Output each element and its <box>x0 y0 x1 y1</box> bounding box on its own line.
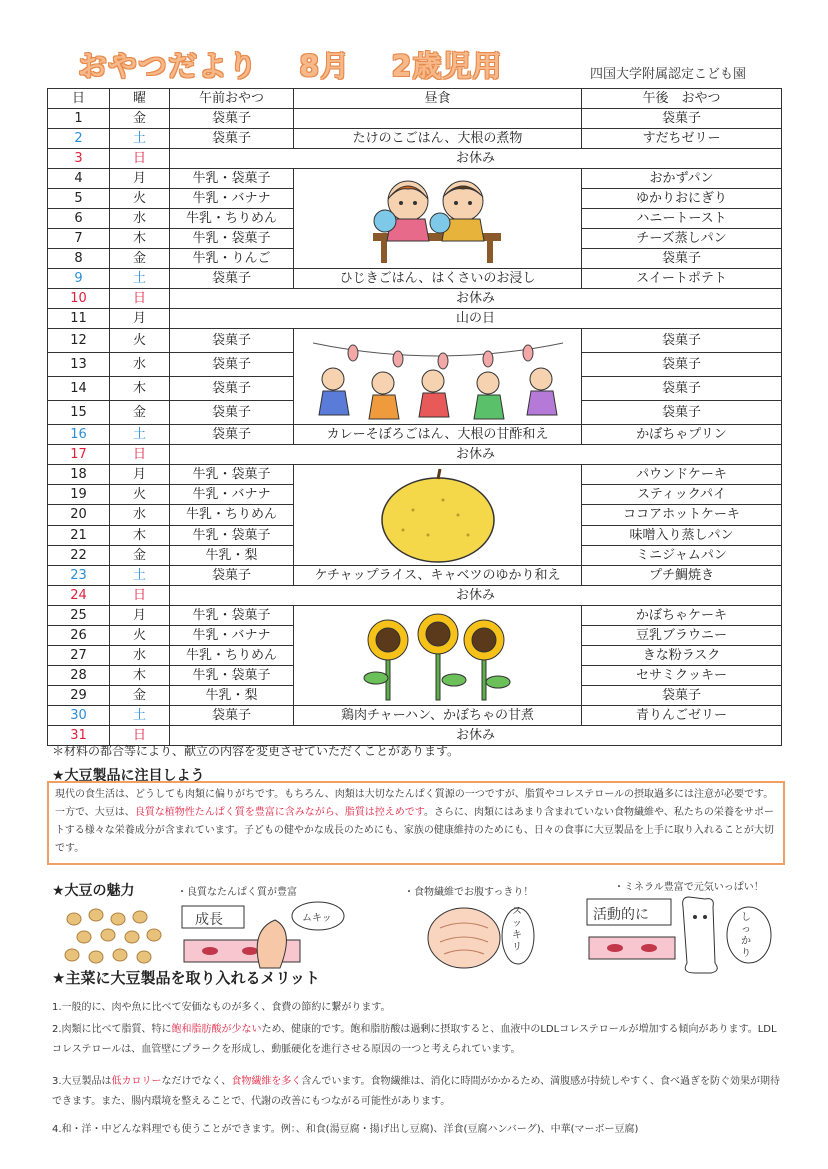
table-row <box>48 445 782 465</box>
day-cell: 11 <box>48 309 110 329</box>
pm-snack-cell: ミニジャムパン <box>582 545 782 565</box>
am-snack-cell: 牛乳・バナナ <box>170 485 294 505</box>
merit-2-text-b: ため、健康的です。飽和脂肪酸は過剰に摂取すると、血液中のLDLコレステロールが増加する傾向があります。LDLコレステロールは、血管壁にプラークを形成し、動脈硬化を進行させる原因の一つと考えられています。 <box>52 1024 777 1055</box>
weekday-cell: 土 <box>110 425 170 445</box>
dancing-children-icon <box>303 329 573 424</box>
day-cell: 9 <box>48 269 110 289</box>
pm-snack-cell: おかずパン <box>582 169 782 189</box>
am-snack-cell: 牛乳・りんご <box>170 249 294 269</box>
weekday-cell: 月 <box>110 169 170 189</box>
energetic-bubble: しっかり <box>741 912 751 959</box>
pm-snack-cell: スイートポテト <box>582 269 782 289</box>
weekday-cell: 水 <box>110 646 170 666</box>
table-header-row <box>48 89 782 109</box>
holiday-cell: お休み <box>170 445 782 465</box>
pm-snack-cell: かぼちゃケーキ <box>582 606 782 626</box>
merit-item-3 <box>52 1072 782 1112</box>
weekday-cell: 日 <box>110 445 170 465</box>
day-cell: 31 <box>48 726 110 746</box>
weekday-cell: 日 <box>110 726 170 746</box>
table-row <box>48 606 782 626</box>
holiday-cell: お休み <box>170 149 782 169</box>
soy-text-2: 。さらに、肉類にはあまり含まれていない食物繊維や、私たちの栄養をサポートする様々な栄養成分が含まれています。子どもの健やかな成長のためにも、家族の健康維持のためにも、日々の食事に大豆製品を上手に取り入れることが大切です。 <box>55 807 774 854</box>
pm-snack-cell: 味噌入り蒸しパン <box>582 525 782 545</box>
charm-caption-fiber: ・食物繊維でお腹すっきり！ <box>404 887 534 898</box>
header-am-snack: 午前おやつ <box>170 89 294 109</box>
table-row <box>48 425 782 445</box>
table-row <box>48 566 782 586</box>
weekday-cell: 土 <box>110 269 170 289</box>
day-cell: 17 <box>48 445 110 465</box>
am-snack-cell: 牛乳・袋菓子 <box>170 666 294 686</box>
weekday-cell: 水 <box>110 505 170 525</box>
table-row <box>48 269 782 289</box>
lunch-cell: たけのこごはん、大根の煮物 <box>294 129 582 149</box>
growth-bubble: ムキッ <box>302 913 332 924</box>
day-cell: 18 <box>48 465 110 485</box>
sunflowers-icon <box>358 608 518 703</box>
weekday-cell: 水 <box>110 209 170 229</box>
day-cell: 20 <box>48 505 110 525</box>
day-cell: 7 <box>48 229 110 249</box>
weekday-cell: 日 <box>110 586 170 606</box>
table-row <box>48 129 782 149</box>
pm-snack-cell: 袋菓子 <box>582 109 782 129</box>
menu-table <box>47 88 782 746</box>
weekday-cell: 月 <box>110 465 170 485</box>
pm-snack-cell: 袋菓子 <box>582 686 782 706</box>
weekday-cell: 土 <box>110 129 170 149</box>
day-cell: 30 <box>48 706 110 726</box>
am-snack-cell: 牛乳・梨 <box>170 545 294 565</box>
pm-snack-cell: ゆかりおにぎり <box>582 189 782 209</box>
header-weekday: 曜 <box>110 89 170 109</box>
weekday-cell: 火 <box>110 329 170 353</box>
am-snack-cell: 牛乳・袋菓子 <box>170 169 294 189</box>
day-cell: 16 <box>48 425 110 445</box>
charm-caption-protein: ・良質なたんぱく質が豊富 <box>177 887 297 898</box>
energetic-label: 活動的に <box>593 907 649 923</box>
am-snack-cell: 牛乳・ちりめん <box>170 209 294 229</box>
am-snack-cell: 牛乳・袋菓子 <box>170 465 294 485</box>
day-cell: 19 <box>48 485 110 505</box>
merit-heading: ★主菜に大豆製品を取り入れるメリット <box>52 969 320 987</box>
pm-snack-cell: 袋菓子 <box>582 401 782 425</box>
table-row <box>48 706 782 726</box>
pm-snack-cell: 青りんごゼリー <box>582 706 782 726</box>
day-cell: 22 <box>48 545 110 565</box>
am-snack-cell: 袋菓子 <box>170 129 294 149</box>
lunch-cell <box>294 109 582 129</box>
lunch-illustration-cell <box>294 169 582 269</box>
lunch-cell: ケチャップライス、キャベツのゆかり和え <box>294 566 582 586</box>
table-row <box>48 309 782 329</box>
day-cell: 2 <box>48 129 110 149</box>
day-cell: 23 <box>48 566 110 586</box>
day-cell: 8 <box>48 249 110 269</box>
growth-label: 成長 <box>195 912 223 928</box>
pm-snack-cell: きな粉ラスク <box>582 646 782 666</box>
weekday-cell: 金 <box>110 401 170 425</box>
day-cell: 4 <box>48 169 110 189</box>
merit-3-highlight-1: 低カロリー <box>111 1076 162 1087</box>
day-cell: 15 <box>48 401 110 425</box>
weekday-cell: 土 <box>110 566 170 586</box>
pm-snack-cell: 袋菓子 <box>582 353 782 377</box>
pm-snack-cell: チーズ蒸しパン <box>582 229 782 249</box>
table-row <box>48 465 782 485</box>
header-pm-snack: 午後 おやつ <box>582 89 782 109</box>
lunch-illustration-cell <box>294 329 582 425</box>
merit-3-highlight-2: 食物繊維を多く <box>231 1076 302 1087</box>
weekday-cell: 月 <box>110 309 170 329</box>
weekday-cell: 金 <box>110 109 170 129</box>
am-snack-cell: 袋菓子 <box>170 109 294 129</box>
merit-item-1: 1.一般的に、肉や魚に比べて安価なものが多く、食費の節約に繋がります。 <box>52 1002 391 1013</box>
pm-snack-cell: プチ鯛焼き <box>582 566 782 586</box>
day-cell: 13 <box>48 353 110 377</box>
soy-info-box <box>47 781 785 865</box>
weekday-cell: 日 <box>110 289 170 309</box>
school-name: 四国大学附属認定こども園 <box>590 67 747 82</box>
day-cell: 6 <box>48 209 110 229</box>
charm-caption-mineral: ・ミネラル豊富で元気いっぱい！ <box>614 882 764 893</box>
weekday-cell: 火 <box>110 189 170 209</box>
table-row <box>48 149 782 169</box>
day-cell: 5 <box>48 189 110 209</box>
merit-3-text-b: なだけでなく、 <box>161 1076 232 1087</box>
weekday-cell: 木 <box>110 377 170 401</box>
am-snack-cell: 袋菓子 <box>170 377 294 401</box>
weekday-cell: 火 <box>110 485 170 505</box>
am-snack-cell: 袋菓子 <box>170 329 294 353</box>
header-lunch: 昼食 <box>294 89 582 109</box>
pm-snack-cell: 袋菓子 <box>582 329 782 353</box>
am-snack-cell: 袋菓子 <box>170 269 294 289</box>
pm-snack-cell: セサミクッキー <box>582 666 782 686</box>
pear-icon <box>368 465 508 565</box>
intestine-bubble: スッキリ <box>512 906 522 953</box>
pm-snack-cell: すだちゼリー <box>582 129 782 149</box>
pm-snack-cell: 豆乳ブラウニー <box>582 626 782 646</box>
day-cell: 14 <box>48 377 110 401</box>
soy-focus-heading: ★大豆製品に注目しよう <box>52 768 205 784</box>
merit-3-text-c: 含んでいます。食物繊維は、消化に時間がかかるため、満腹感が持続しやすく、食べ過ぎを防ぐ効果が期待できます。また、腸内環境を整えることで、代謝の改善にもつながる可能性があります。 <box>52 1076 780 1107</box>
menu-change-note: ＊材料の都合等により、献立の内容を変更させていただくことがあります。 <box>52 744 460 758</box>
lunch-cell: 鶏肉チャーハン、かぼちゃの甘煮 <box>294 706 582 726</box>
holiday-cell: お休み <box>170 726 782 746</box>
am-snack-cell: 牛乳・ちりめん <box>170 646 294 666</box>
merit-2-highlight: 飽和脂肪酸が少ない <box>171 1024 262 1035</box>
lunch-cell: カレーそぼろごはん、大根の甘酢和え <box>294 425 582 445</box>
day-cell: 3 <box>48 149 110 169</box>
merit-item-4: 4.和・洋・中どんな料理でも使うことができます。例：、和食(湯豆腐・揚げ出し豆腐)、洋食(豆腐ハンバーグ)、中華(マーボー豆腐) <box>52 1124 639 1135</box>
am-snack-cell: 牛乳・袋菓子 <box>170 229 294 249</box>
lunch-illustration-cell <box>294 606 582 706</box>
day-cell: 27 <box>48 646 110 666</box>
weekday-cell: 木 <box>110 666 170 686</box>
am-snack-cell: 袋菓子 <box>170 353 294 377</box>
holiday-cell: 山の日 <box>170 309 782 329</box>
day-cell: 29 <box>48 686 110 706</box>
weekday-cell: 金 <box>110 686 170 706</box>
soy-charm-heading: ★大豆の魅力 <box>52 883 135 899</box>
page-title: おやつだより 8月 2歳児用 <box>78 49 503 83</box>
soy-text-1: 現代の食生活は、どうしても肉類に偏りがちです。もちろん、肉類は大切なたんぱく質源の一つですが、脂質やコレステロールの摂取過多には注意が必要です。一方で、大豆は、 <box>55 789 774 818</box>
weekday-cell: 木 <box>110 229 170 249</box>
am-snack-cell: 牛乳・袋菓子 <box>170 606 294 626</box>
merit-3-text-a: 3.大豆製品は <box>52 1076 112 1087</box>
pm-snack-cell: ココアホットケーキ <box>582 505 782 525</box>
table-row <box>48 169 782 189</box>
pm-snack-cell: 袋菓子 <box>582 249 782 269</box>
day-cell: 21 <box>48 525 110 545</box>
am-snack-cell: 袋菓子 <box>170 425 294 445</box>
am-snack-cell: 牛乳・バナナ <box>170 626 294 646</box>
am-snack-cell: 袋菓子 <box>170 566 294 586</box>
table-row <box>48 289 782 309</box>
day-cell: 24 <box>48 586 110 606</box>
day-cell: 1 <box>48 109 110 129</box>
am-snack-cell: 牛乳・袋菓子 <box>170 525 294 545</box>
pm-snack-cell: スティックパイ <box>582 485 782 505</box>
table-row <box>48 329 782 353</box>
header-day: 日 <box>48 89 110 109</box>
weekday-cell: 金 <box>110 249 170 269</box>
am-snack-cell: 牛乳・梨 <box>170 686 294 706</box>
festival-children-icon <box>363 171 513 266</box>
day-cell: 10 <box>48 289 110 309</box>
holiday-cell: お休み <box>170 289 782 309</box>
weekday-cell: 火 <box>110 626 170 646</box>
weekday-cell: 木 <box>110 525 170 545</box>
am-snack-cell: 袋菓子 <box>170 401 294 425</box>
weekday-cell: 土 <box>110 706 170 726</box>
soy-text-highlight: 良質な植物性たんぱく質を豊富に含みながら、脂質は控えめです <box>134 807 425 818</box>
holiday-cell: お休み <box>170 586 782 606</box>
weekday-cell: 金 <box>110 545 170 565</box>
am-snack-cell: 牛乳・ちりめん <box>170 505 294 525</box>
soybeans-icon <box>60 905 165 970</box>
day-cell: 25 <box>48 606 110 626</box>
pm-snack-cell: ハニートースト <box>582 209 782 229</box>
table-row <box>48 109 782 129</box>
day-cell: 28 <box>48 666 110 686</box>
weekday-cell: 月 <box>110 606 170 626</box>
am-snack-cell: 袋菓子 <box>170 706 294 726</box>
am-snack-cell: 牛乳・バナナ <box>170 189 294 209</box>
day-cell: 12 <box>48 329 110 353</box>
day-cell: 26 <box>48 626 110 646</box>
merit-item-2 <box>52 1020 782 1060</box>
merit-2-text-a: 2.肉類に比べて脂質、特に <box>52 1024 172 1035</box>
weekday-cell: 水 <box>110 353 170 377</box>
weekday-cell: 日 <box>110 149 170 169</box>
lunch-cell: ひじきごはん、はくさいのお浸し <box>294 269 582 289</box>
pm-snack-cell: 袋菓子 <box>582 377 782 401</box>
lunch-illustration-cell <box>294 465 582 566</box>
pm-snack-cell: パウンドケーキ <box>582 465 782 485</box>
pm-snack-cell: かぼちゃプリン <box>582 425 782 445</box>
table-row <box>48 586 782 606</box>
